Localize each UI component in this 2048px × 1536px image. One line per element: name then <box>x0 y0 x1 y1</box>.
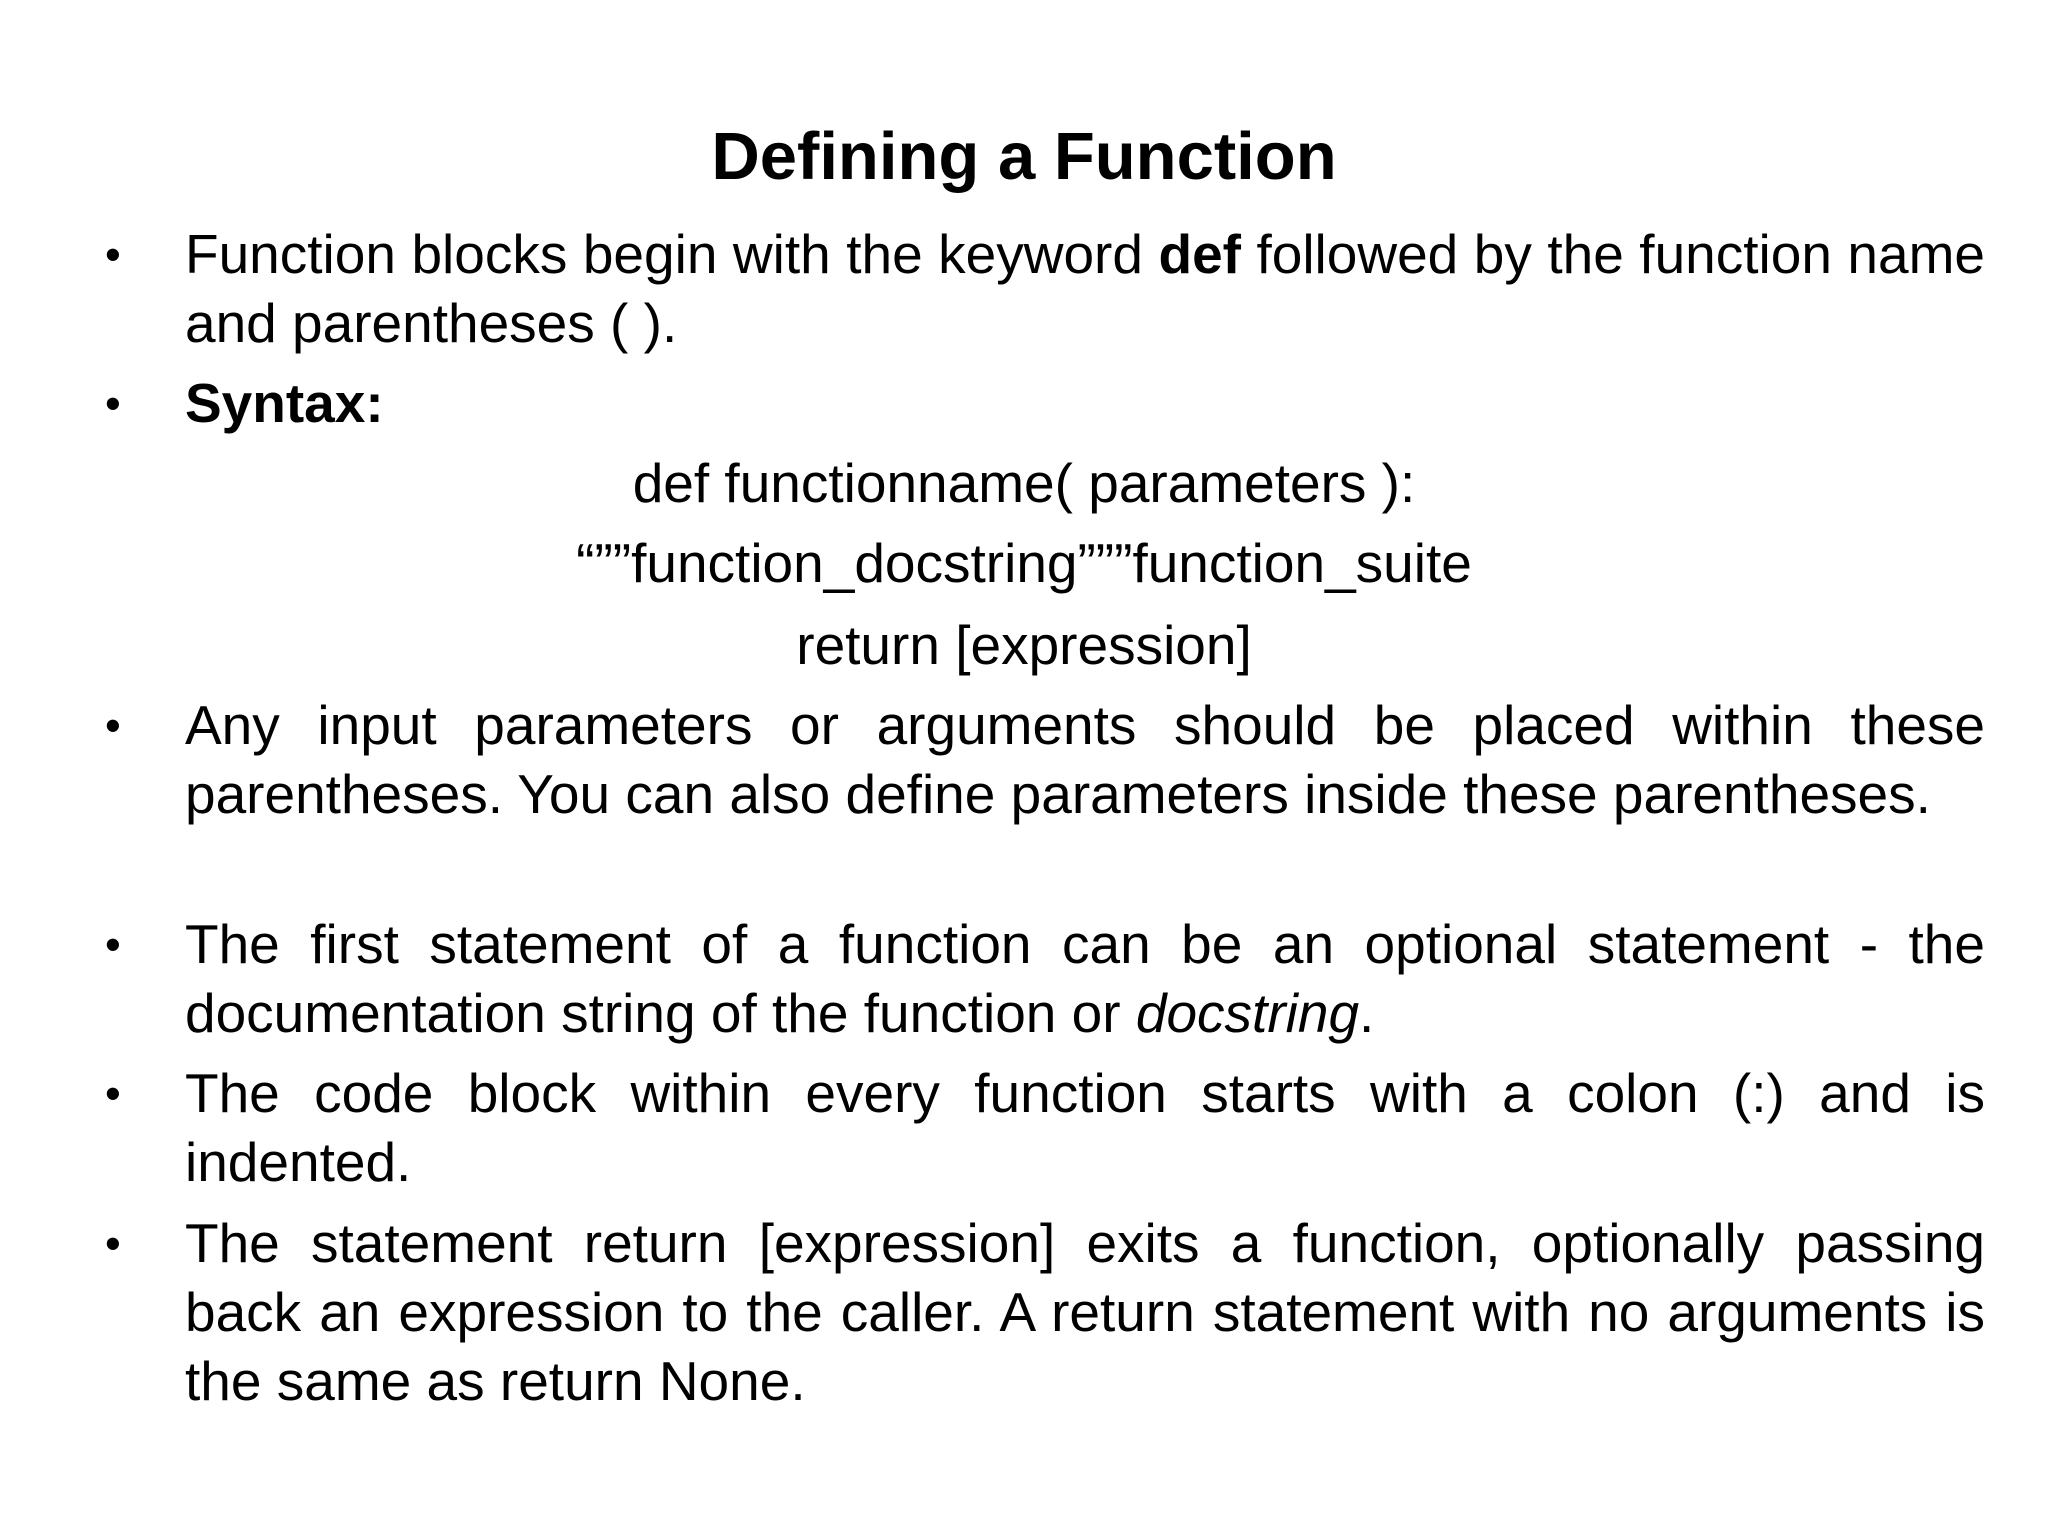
syntax-line-return: return [expression] <box>796 614 1252 676</box>
bullet-syntax <box>185 369 1985 438</box>
keyword-def: def <box>1158 223 1241 285</box>
bullet-icon: • <box>105 1068 121 1119</box>
bullet-return-statement: The statement return [expression] exits a function, optionally passing back an expression to the caller. A return statement with no arguments is the same as return None. <box>185 1212 1985 1412</box>
docstring-emphasis: docstring <box>1135 982 1360 1044</box>
bullet-icon: • <box>105 1218 121 1269</box>
bullet-def-keyword <box>185 220 1985 358</box>
bullet-text-part: Function blocks begin with the keyword <box>185 223 1159 285</box>
bullet-parameters: Any input parameters or arguments should be placed within these parentheses. You can also define parameters inside these parentheses. <box>185 694 1985 825</box>
bullet-icon: • <box>105 229 121 280</box>
bullet-text-part: The first statement of a function can be an optional statement - the documentation string of the function or <box>185 913 1985 1044</box>
bullet-text-part: . <box>1359 982 1375 1044</box>
bullet-text-part: followed by the function name and parentheses ( ). <box>185 223 1985 354</box>
bullet-icon: • <box>105 919 121 970</box>
bullet-docstring <box>185 910 1985 1048</box>
slide-title: Defining a Function <box>711 119 1337 194</box>
bullet-icon: • <box>105 700 121 751</box>
bullet-code-block: The code block within every function starts with a colon (:) and is indented. <box>185 1062 1985 1193</box>
syntax-line-docstring: “””function_docstring”””function_suite <box>576 532 1472 594</box>
bullet-icon: • <box>105 378 121 429</box>
syntax-line-def: def functionname( parameters ): <box>632 452 1416 514</box>
syntax-label: Syntax: <box>185 372 384 434</box>
